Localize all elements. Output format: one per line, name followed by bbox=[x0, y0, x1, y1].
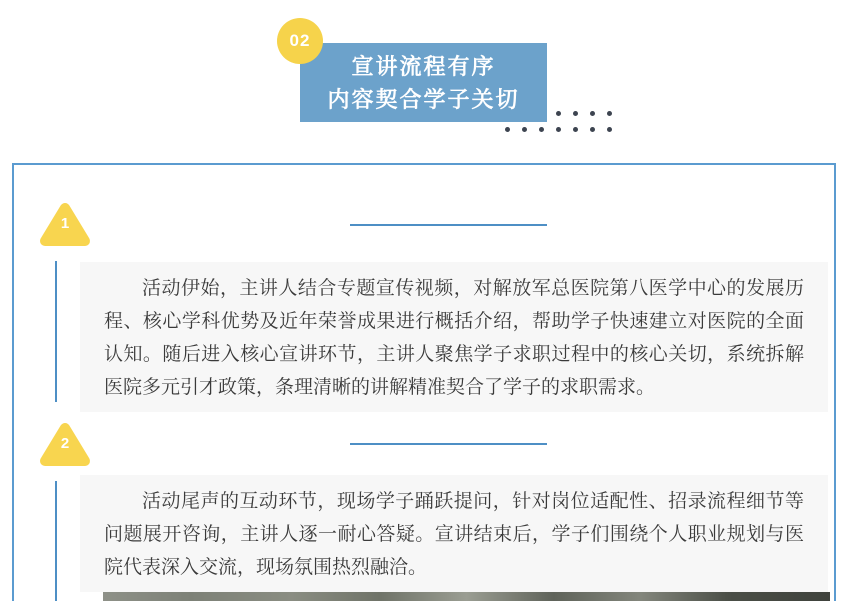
dot-icon bbox=[539, 127, 544, 132]
dot-icon bbox=[522, 127, 527, 132]
dot-icon bbox=[505, 127, 510, 132]
section-title-line2: 内容契合学子关切 bbox=[327, 86, 520, 112]
content-frame bbox=[12, 163, 836, 601]
dot-icon bbox=[573, 111, 578, 116]
step-1-divider-line bbox=[350, 224, 547, 226]
dot-icon bbox=[573, 127, 578, 132]
section-title-banner bbox=[300, 43, 547, 122]
step-1-vertical-accent bbox=[55, 261, 57, 402]
dot-icon bbox=[556, 111, 561, 116]
section-title-line1: 宣讲流程有序 bbox=[351, 53, 496, 79]
step-number: 2 bbox=[60, 435, 70, 452]
step-2-paragraph: 活动尾声的互动环节，现场学子踊跃提问，针对岗位适配性、招录流程细节等问题展开咨询，主讲人逐一耐心答疑。宣讲结束后，学子们围绕个人职业规划与医院代表深入交流，现场氛围热烈融洽。 bbox=[80, 475, 828, 592]
dots-decoration-row2 bbox=[505, 127, 612, 132]
step-2-divider-line bbox=[350, 443, 547, 445]
dot-icon bbox=[590, 111, 595, 116]
step-2-triangle-badge bbox=[38, 421, 92, 468]
step-1-triangle-badge bbox=[38, 201, 92, 248]
dot-icon bbox=[556, 127, 561, 132]
dot-icon bbox=[607, 111, 612, 116]
step-1-paragraph: 活动伊始，主讲人结合专题宣传视频，对解放军总医院第八医学中心的发展历程、核心学科优势及近年荣誉成果进行概括介绍，帮助学子快速建立对医院的全面认知。随后进入核心宣讲环节，主讲人聚焦学子求职过程中的核心关切，系统拆解医院多元引才政策，条理清晰的讲解精准契合了学子的求职需求。 bbox=[80, 262, 828, 412]
dot-icon bbox=[590, 127, 595, 132]
step-2-vertical-accent bbox=[55, 481, 57, 601]
dots-decoration-row1 bbox=[556, 111, 612, 116]
section-number-badge: 02 bbox=[277, 18, 323, 64]
step-number: 1 bbox=[60, 215, 70, 232]
photo-top-edge bbox=[103, 592, 830, 601]
dot-icon bbox=[607, 127, 612, 132]
